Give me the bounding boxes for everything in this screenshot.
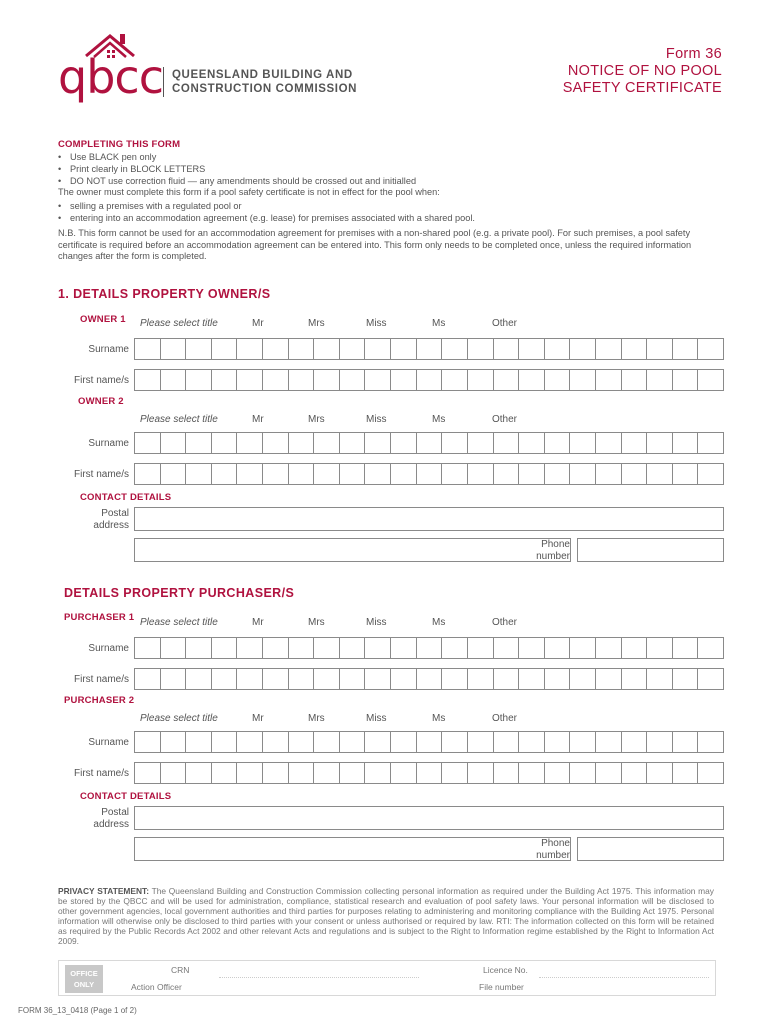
form-number: Form 36 <box>665 46 722 62</box>
owner-1-surname-input[interactable] <box>134 338 724 360</box>
office-use-panel <box>58 960 716 996</box>
office-badge-line-1: OFFICE <box>70 969 98 978</box>
instructions-block <box>58 152 724 263</box>
title-option-ms[interactable]: Ms <box>432 617 446 628</box>
owner-postal-address-input[interactable] <box>134 507 724 531</box>
title-option-mrs[interactable]: Mrs <box>308 617 325 628</box>
purchaser-contact-label: CONTACT DETAILS <box>80 791 172 802</box>
surname-label: Surname <box>88 643 129 654</box>
surname-label: Surname <box>88 737 129 748</box>
surname-label: Surname <box>88 344 129 355</box>
postal-label: Postal <box>101 508 129 519</box>
logo-divider <box>163 67 164 97</box>
owner-phone-input[interactable] <box>577 538 724 562</box>
first-names-label: First name/s <box>73 469 129 480</box>
title-option-miss[interactable]: Miss <box>366 414 387 425</box>
first-names-label: First name/s <box>73 375 129 386</box>
title-select-placeholder[interactable]: Please select title <box>140 414 218 425</box>
title-option-miss[interactable]: Miss <box>366 617 387 628</box>
phone-label: Phone <box>541 838 570 849</box>
title-option-other[interactable]: Other <box>492 713 518 724</box>
phone-number-label <box>480 838 570 862</box>
privacy-text: The Queensland Building and Construction Commission collecting personal information as required under the Building Act 1975. This information may be stored by the QBCC and will be used for administration, compliance, statistical research and evaluation of pool safety laws. Your personal information will be disclosed to other government agencies, local government authorities and third parties for purposes relating to administering and monitoring compliance with the Building Act 1975. Personal information will otherwise only be disclosed to third parties with your consent or unless authorised or required by law. RTI: The information collected on this form will be retained as required by the Public Records Act 2002 and other relevant Acts and regulations and is subject to the Right to Information regime established by the Right to Information Act 2009. <box>58 886 714 946</box>
owner-bullet: • entering into an accommodation agreement (e.g. lease) for premises associated with a shared pool. <box>58 213 724 225</box>
owner-1-first-names-input[interactable] <box>134 369 724 391</box>
owner-contact-label: CONTACT DETAILS <box>80 492 172 503</box>
title-option-mr[interactable]: Mr <box>252 414 264 425</box>
first-names-label: First name/s <box>73 674 129 685</box>
purchasers-heading: DETAILS PROPERTY PURCHASER/S <box>64 586 295 600</box>
licence-label: Licence No. <box>483 965 528 975</box>
owner-2-label: OWNER 2 <box>78 396 124 407</box>
title-option-other[interactable]: Other <box>492 617 518 628</box>
file-number-label: File number <box>479 982 524 992</box>
postal-label: Postal <box>101 807 129 818</box>
office-badge-line-2: ONLY <box>73 980 95 989</box>
title-option-miss[interactable]: Miss <box>366 713 387 724</box>
title-option-miss[interactable]: Miss <box>366 318 387 329</box>
crn-label: CRN <box>171 965 190 975</box>
owner-2-surname-input[interactable] <box>134 432 724 454</box>
action-officer-label: Action Officer <box>131 982 182 992</box>
file-number-field[interactable] <box>539 980 709 994</box>
address-label: address <box>93 819 129 830</box>
postal-address-label <box>40 807 129 831</box>
privacy-label: PRIVACY STATEMENT: <box>58 886 149 896</box>
privacy-statement <box>58 886 714 946</box>
number-label: number <box>536 850 570 861</box>
title-select-placeholder[interactable]: Please select title <box>140 318 218 329</box>
logo-mark: qbcc <box>58 50 163 104</box>
action-officer-field[interactable] <box>219 980 419 994</box>
title-option-ms[interactable]: Ms <box>432 318 446 329</box>
crn-field[interactable] <box>219 963 419 978</box>
title-option-ms[interactable]: Ms <box>432 414 446 425</box>
licence-field[interactable] <box>539 963 709 978</box>
form-title-block <box>563 46 722 97</box>
title-select-placeholder[interactable]: Please select title <box>140 713 218 724</box>
title-option-ms[interactable]: Ms <box>432 713 446 724</box>
qbcc-logo <box>58 30 178 110</box>
purchaser-1-surname-input[interactable] <box>134 637 724 659</box>
org-line-2: CONSTRUCTION COMMISSION <box>172 83 358 95</box>
surname-label: Surname <box>88 438 129 449</box>
purchaser-phone-input[interactable] <box>577 837 724 861</box>
purchaser-postal-address-input[interactable] <box>134 806 724 830</box>
purchaser-1-label: PURCHASER 1 <box>64 612 135 623</box>
owners-heading: 1. DETAILS PROPERTY OWNER/S <box>58 287 271 301</box>
phone-label: Phone <box>541 539 570 550</box>
purchaser-2-first-names-input[interactable] <box>134 762 724 784</box>
form-title-line-1: NOTICE OF NO POOL <box>567 63 722 79</box>
purchaser-2-label: PURCHASER 2 <box>64 695 135 706</box>
org-name <box>172 68 357 96</box>
title-option-other[interactable]: Other <box>492 318 518 329</box>
title-select-placeholder[interactable]: Please select title <box>140 617 218 628</box>
first-names-label: First name/s <box>73 768 129 779</box>
address-label: address <box>93 520 129 531</box>
owner-intro: The owner must complete this form if a pool safety certificate is not in effect for the pool when: <box>58 187 440 198</box>
title-option-mrs[interactable]: Mrs <box>308 414 325 425</box>
form-title-line-2: SAFETY CERTIFICATE <box>562 80 722 96</box>
owner-bullet: • selling a premises with a regulated pool or <box>58 201 724 213</box>
org-line-1: QUEENSLAND BUILDING AND <box>172 69 353 81</box>
owner-2-first-names-input[interactable] <box>134 463 724 485</box>
title-option-mrs[interactable]: Mrs <box>308 713 325 724</box>
office-only-badge <box>65 965 103 993</box>
form-code: FORM 36_13_0418 (Page 1 of 2) <box>18 1006 137 1015</box>
title-option-mr[interactable]: Mr <box>252 617 264 628</box>
nb-note: N.B. This form cannot be used for an accommodation agreement for premises with a non-shared pool (e.g. a private pool). For such premises, a pool safety certificate is required before an accommodation agreement can be entered into. This form only needs to be completed once, unless the required information changes after the form is completed. <box>58 227 692 262</box>
instructions-heading: COMPLETING THIS FORM <box>58 139 181 150</box>
owner-1-label: OWNER 1 <box>80 314 126 325</box>
instruction-bullet: • Print clearly in BLOCK LETTERS <box>58 164 724 176</box>
number-label: number <box>536 551 570 562</box>
title-option-mr[interactable]: Mr <box>252 713 264 724</box>
instruction-bullet: • DO NOT use correction fluid — any amendments should be crossed out and initialled <box>58 176 724 188</box>
title-option-other[interactable]: Other <box>492 414 518 425</box>
postal-address-label <box>40 508 129 532</box>
phone-number-label <box>480 539 570 563</box>
purchaser-1-first-names-input[interactable] <box>134 668 724 690</box>
title-option-mrs[interactable]: Mrs <box>308 318 325 329</box>
instruction-bullet: • Use BLACK pen only <box>58 152 724 164</box>
purchaser-2-surname-input[interactable] <box>134 731 724 753</box>
title-option-mr[interactable]: Mr <box>252 318 264 329</box>
